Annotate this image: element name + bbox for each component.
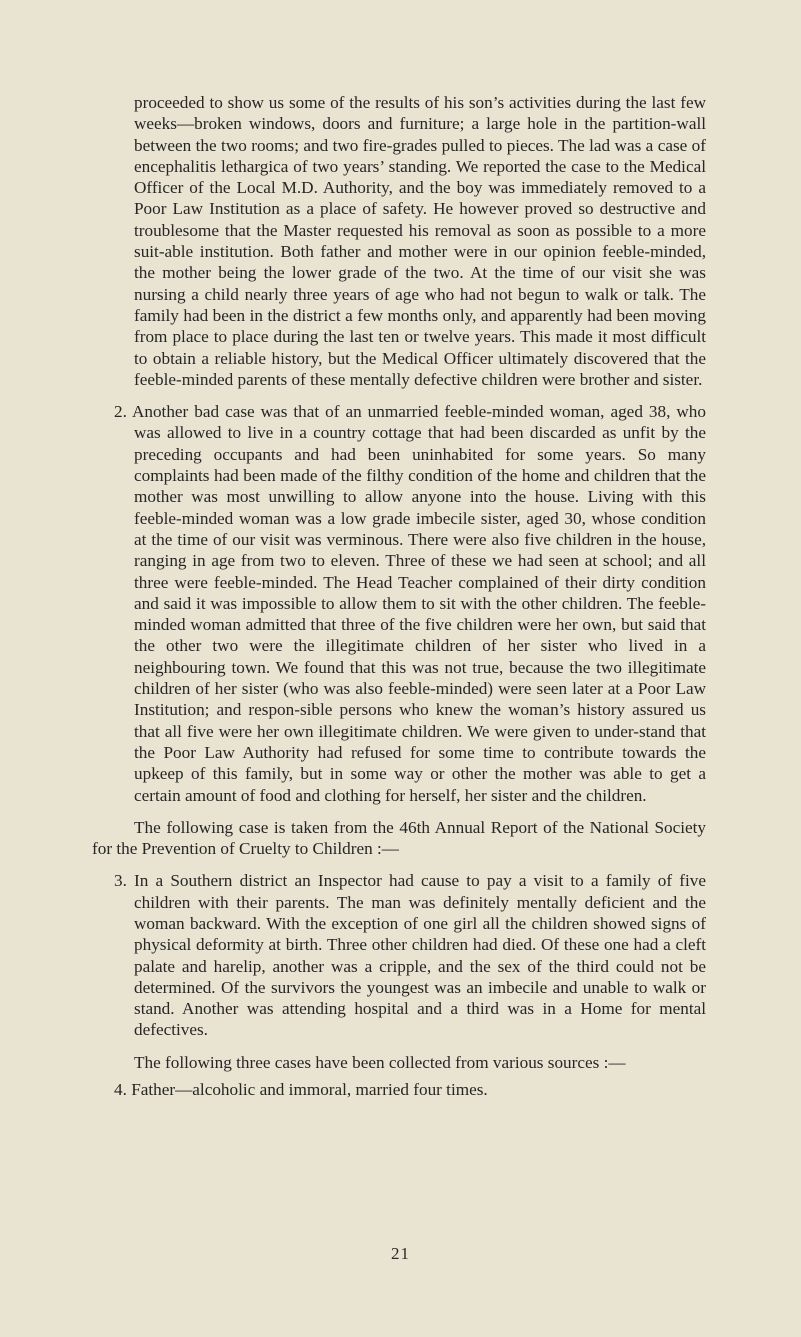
- body-text: [92, 92, 706, 1100]
- nspcc-intro-paragraph: The following case is taken from the 46th Annual Report of the National Society for the Prevention of Cruelty to Children :—: [92, 817, 706, 859]
- continuation-paragraph: proceeded to show us some of the results of his son’s activities during the last few weeks—broken windows, doors and furniture; a large hole in the partition-wall between the two rooms; and two fire-grades pulled to pieces. The lad was a case of encephalitis lethargica of two years’ standing. We reported the case to the Medical Officer of the Local M.D. Authority, and the boy was immediately removed to a Poor Law Institution as a place of safety. He however proved so destructive and troublesome that the Master requested his removal as soon as possible to a more suit-able institution. Both father and mother were in our opinion feeble-minded, the mother being the lower grade of the two. At the time of our visit she was nursing a child nearly three years of age who had not begun to walk or talk. The family had been in the district a few months only, and apparently had been moving from place to place during the last ten or twelve years. This made it most difficult to obtain a reliable history, but the Medical Officer ultimately discovered that the feeble-minded parents of these mentally defective children were brother and sister.: [134, 93, 706, 389]
- case-3-paragraph: 3. In a Southern district an Inspector had cause to pay a visit to a family of five children with their parents. The man was definitely mentally deficient and the woman backward. With the exception of one girl all the children showed signs of physical deformity at birth. Three other children had died. Of these one had a cleft palate and harelip, another was a cripple, and the sex of the third could not be determined. Of the survivors the youngest was an imbecile and unable to walk or stand. Another was attending hospital and a third was in a Home for mental defectives.: [114, 871, 706, 1040]
- case-4-paragraph: 4. Father—alcoholic and immoral, married four times.: [114, 1080, 488, 1100]
- case-2-paragraph: 2. Another bad case was that of an unmarried feeble-minded woman, aged 38, who was allowed to live in a country cottage that had been discarded as unfit by the preceding occupants and had been uninhabited for some years. So many complaints had been made of the filthy condition of the home and children that the mother was most unwilling to allow anyone into the house. Living with this feeble-minded woman was a low grade imbecile sister, aged 30, whose condition at the time of our visit was verminous. There were also five children in the house, ranging in age from two to eleven. Three of these we had seen at school; and all three were feeble-minded. The Head Teacher complained of their dirty condition and said it was impossible to allow them to sit with the other children. The feeble-minded woman admitted that three of the five children were her own, but said that the other two were the illegitimate children of her sister who lived in a neighbouring town. We found that this was not true, because the two illegitimate children of her sister (who was also feeble-minded) were seen later at a Poor Law Institution; and respon-sible persons who knew the woman’s history assured us that all five were her own illegitimate children. We were given to under-stand that the Poor Law Authority had refused for some time to contribute towards the upkeep of this family, but in some way or other the mother was able to get a certain amount of food and clothing for herself, her sister and the children.: [114, 402, 706, 805]
- various-sources-intro-paragraph: The following three cases have been collected from various sources :—: [134, 1052, 626, 1072]
- page-number: 21: [391, 1244, 410, 1263]
